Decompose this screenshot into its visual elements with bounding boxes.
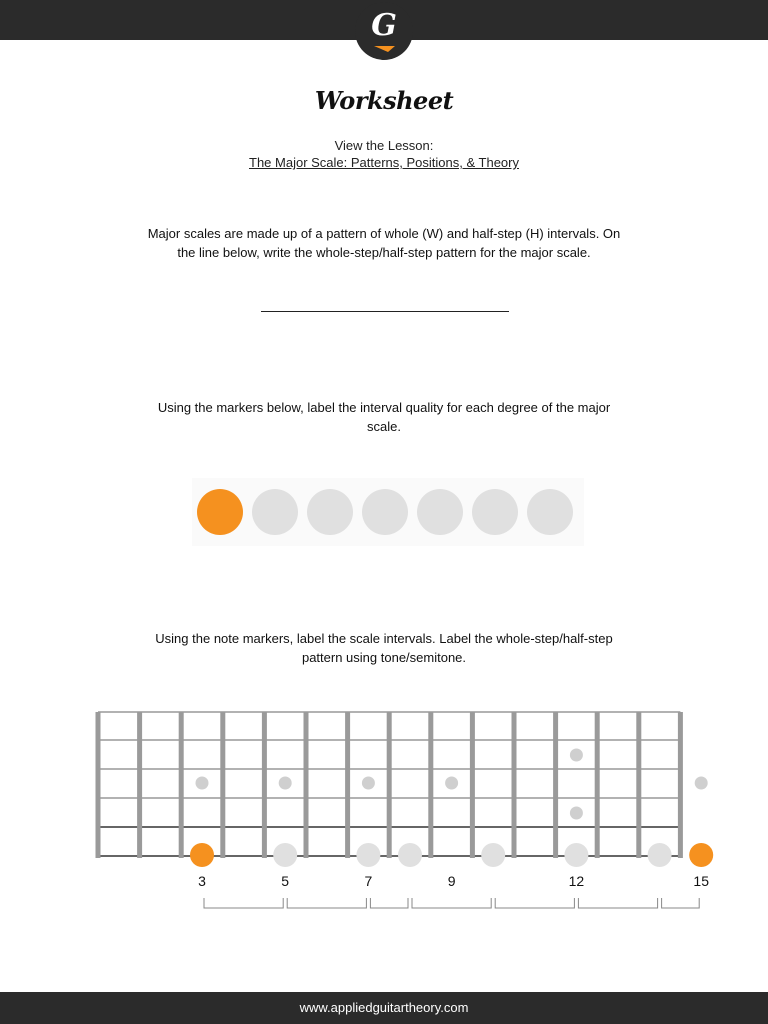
root-note-marker[interactable] (689, 843, 713, 867)
interval-markers (192, 478, 584, 546)
note-marker[interactable] (648, 843, 672, 867)
interval-marker[interactable] (527, 489, 573, 535)
interval-bracket[interactable] (370, 898, 408, 908)
fretboard-prompt-line-2: pattern using tone/semitone. (301, 650, 467, 665)
fretboard-prompt (120, 629, 648, 667)
interval-bracket[interactable] (578, 898, 657, 908)
interval-quality-prompt (120, 398, 648, 436)
answer-line[interactable] (261, 311, 509, 312)
fret-wire (678, 712, 683, 858)
note-marker[interactable] (481, 843, 505, 867)
fret-wire (304, 712, 309, 858)
interval-marker[interactable] (362, 489, 408, 535)
site-logo[interactable] (355, 2, 413, 60)
note-marker[interactable] (356, 843, 380, 867)
footer-bar (0, 992, 768, 1024)
lesson-link-row (0, 155, 768, 170)
fret-number: 5 (281, 873, 290, 889)
fret-number: 3 (198, 873, 206, 889)
root-note-marker[interactable] (190, 843, 214, 867)
interval-marker[interactable] (307, 489, 353, 535)
interval-bracket[interactable] (662, 898, 700, 908)
fretboard-prompt-line-1: Using the note markers, label the scale intervals. Label the whole-step/half-step (155, 631, 613, 646)
interval-quality-prompt-line-2: scale. (367, 419, 401, 434)
note-marker[interactable] (273, 843, 297, 867)
inlay-dot (570, 749, 583, 762)
svg-text:G: G (371, 8, 397, 43)
fret-wire (428, 712, 433, 858)
footer-url[interactable]: www.appliedguitartheory.com (299, 1000, 469, 1015)
inlay-dot (362, 777, 375, 790)
interval-bracket[interactable] (204, 898, 283, 908)
root-marker[interactable] (197, 489, 243, 535)
fret-wire (387, 712, 392, 858)
interval-marker[interactable] (472, 489, 518, 535)
interval-bracket[interactable] (412, 898, 491, 908)
inlay-dot (445, 777, 458, 790)
interval-bracket[interactable] (495, 898, 574, 908)
note-marker[interactable] (398, 843, 422, 867)
inlay-dot (279, 777, 292, 790)
lesson-link[interactable]: The Major Scale: Patterns, Positions, & Theory (249, 155, 519, 170)
fret-wire (553, 712, 558, 858)
page-title: Worksheet (314, 86, 454, 115)
interval-quality-prompt-line-1: Using the markers below, label the interval quality for each degree of the major (157, 400, 611, 415)
logo-icon (355, 2, 413, 60)
interval-bracket[interactable] (287, 898, 366, 908)
inlay-dot (695, 777, 708, 790)
fret-wire (512, 712, 517, 858)
fret-wire (96, 712, 101, 858)
fret-wire (345, 712, 350, 858)
fret-number: 7 (364, 873, 373, 889)
lesson-intro: View the Lesson: (334, 138, 434, 153)
interval-marker[interactable] (417, 489, 463, 535)
inlay-dot (570, 807, 583, 820)
fretboard-diagram (0, 700, 768, 920)
fret-wire (636, 712, 641, 858)
interval-marker[interactable] (252, 489, 298, 535)
note-marker[interactable] (564, 843, 588, 867)
whole-half-prompt-line-2: the line below, write the whole-step/half-step pattern for the major scale. (177, 245, 591, 260)
fret-number: 15 (693, 873, 709, 889)
fret-wire (137, 712, 142, 858)
whole-half-prompt-line-1: Major scales are made up of a pattern of whole (W) and half-step (H) intervals. On (147, 226, 621, 241)
fret-number: 9 (447, 873, 456, 889)
fret-wire (595, 712, 600, 858)
fret-wire (220, 712, 225, 858)
inlay-dot (196, 777, 209, 790)
fret-wire (470, 712, 475, 858)
fret-number: 12 (568, 873, 585, 889)
whole-half-prompt (120, 224, 648, 262)
fret-wire (179, 712, 184, 858)
fret-wire (262, 712, 267, 858)
